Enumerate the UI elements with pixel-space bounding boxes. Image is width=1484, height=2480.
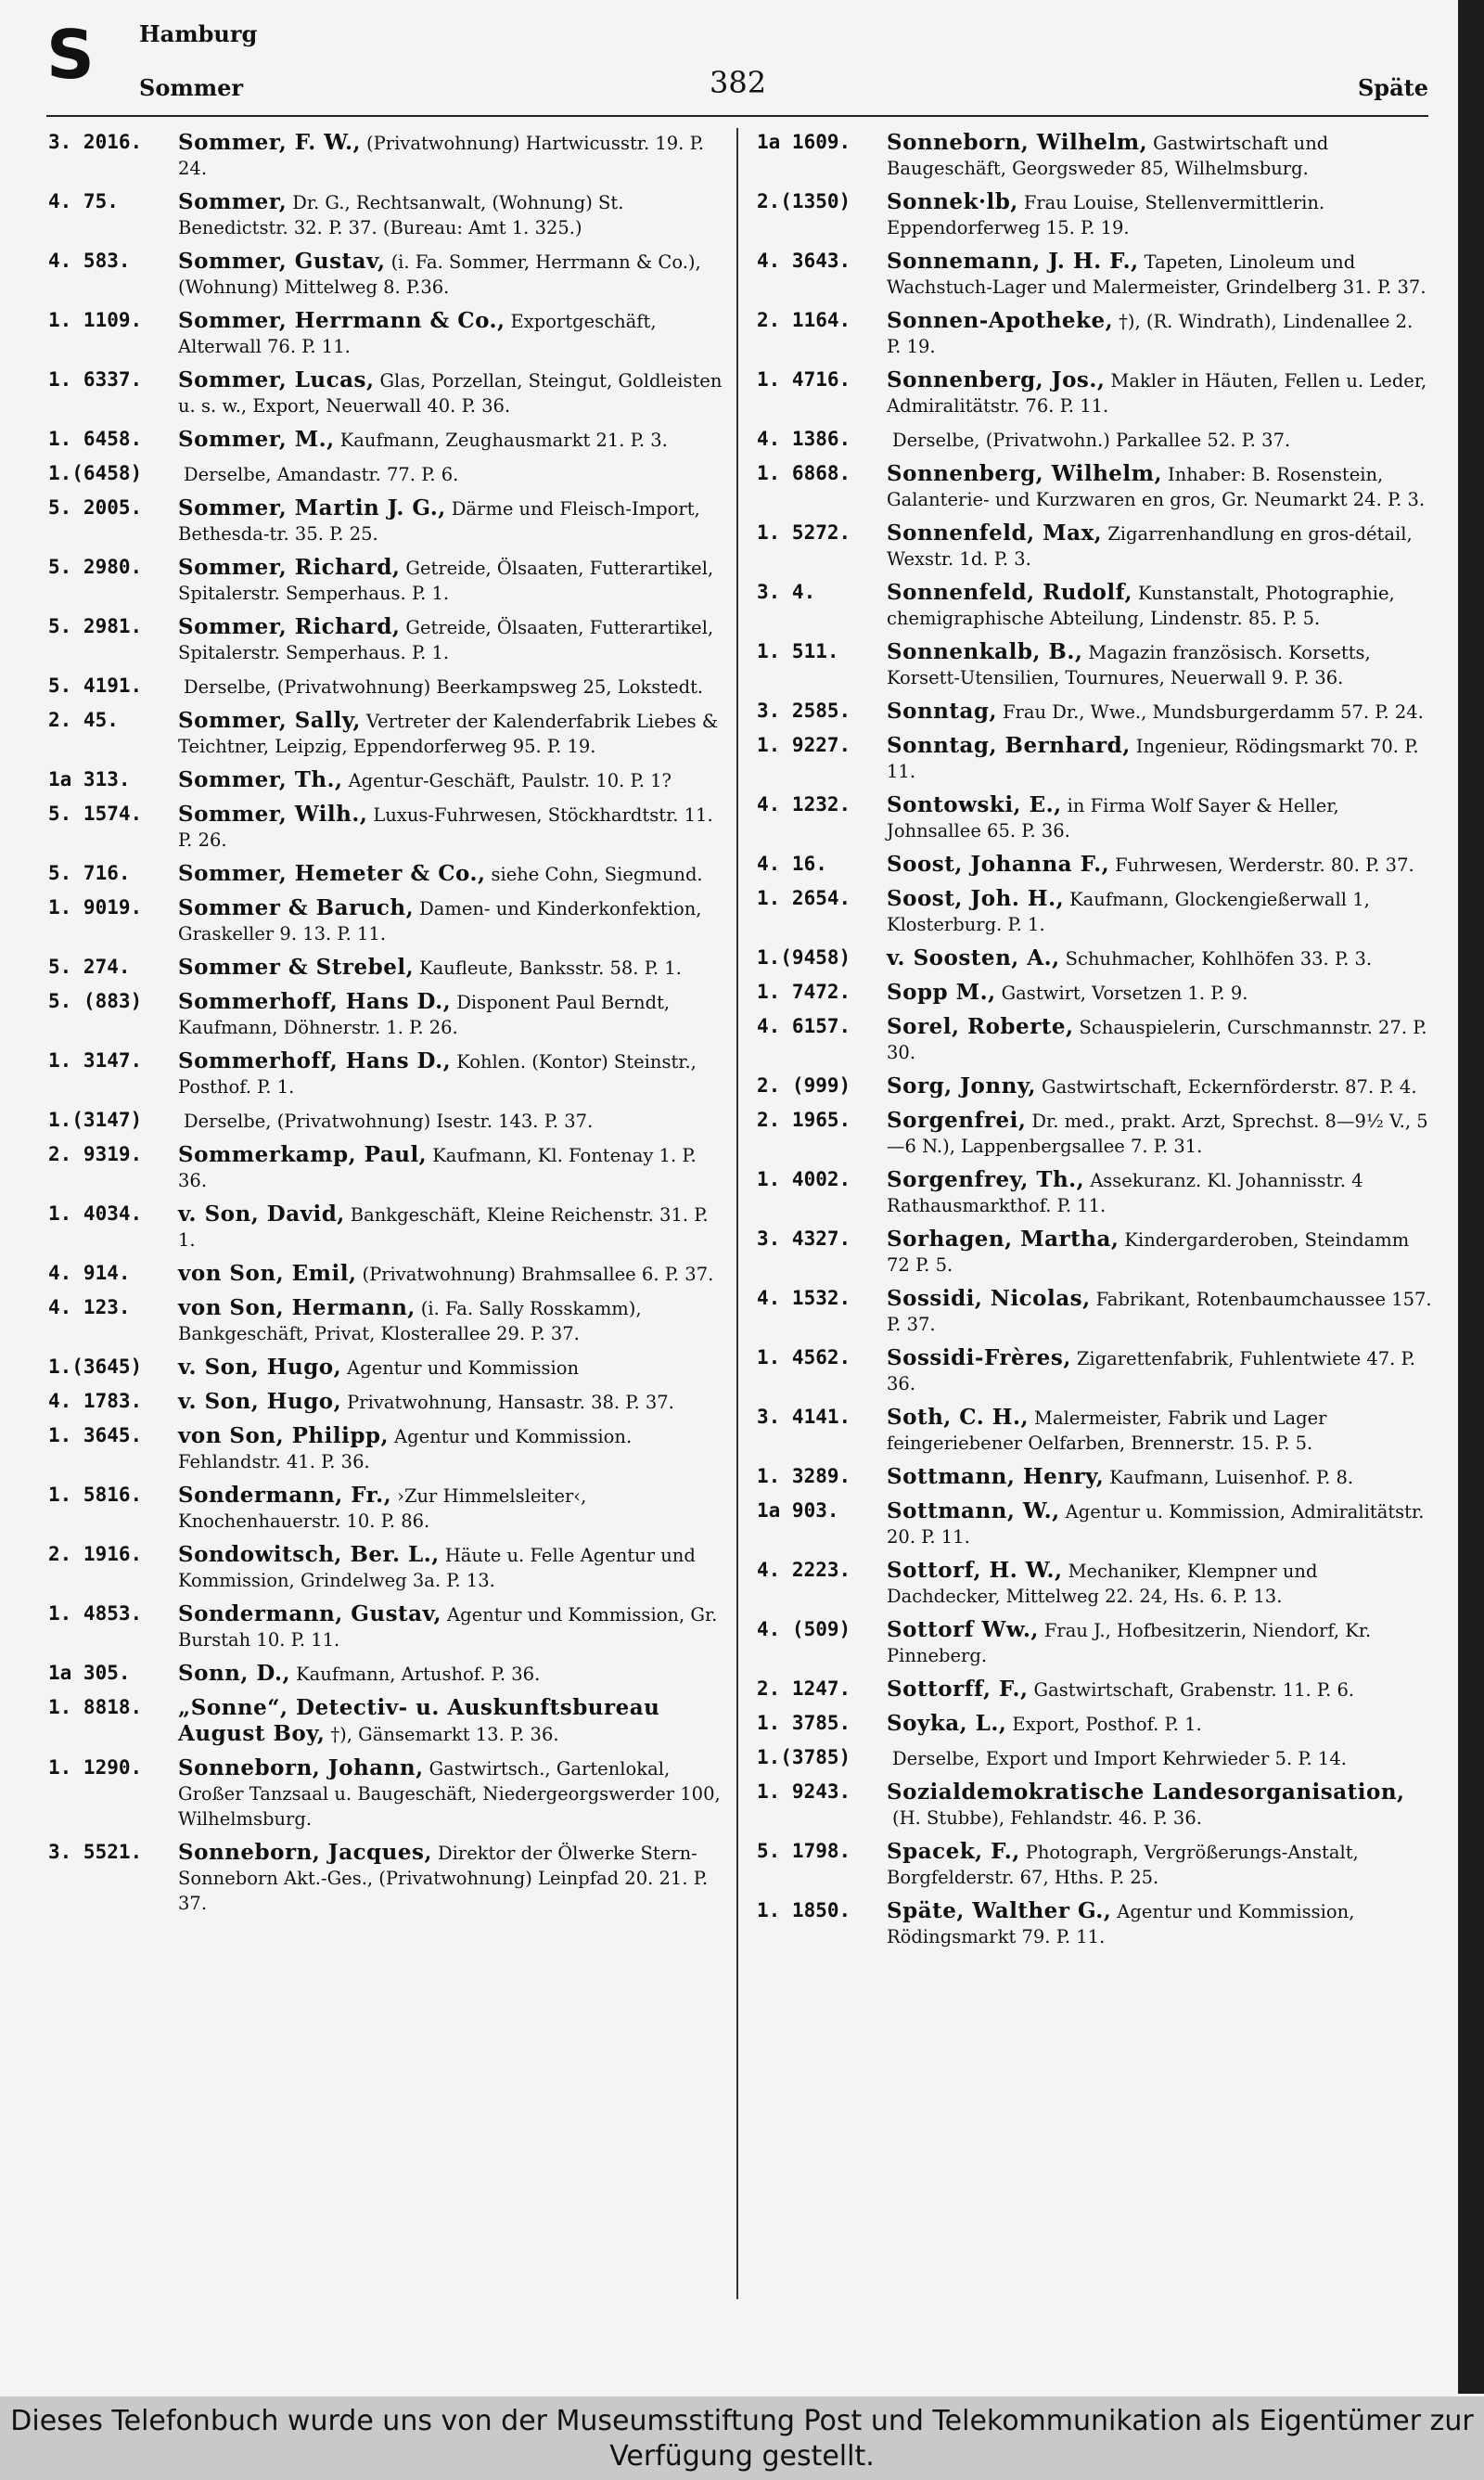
right-column [757,130,1432,1958]
entry-name: Sozialdemokratische Landesorganisation, [887,1780,1405,1805]
directory-entry [48,861,723,887]
directory-entry [48,1661,723,1687]
phone-number: 1.(3785) [757,1746,851,1768]
directory-entry [48,614,723,665]
phone-number: 2.(1350) [757,190,851,212]
entry-details: Gastwirtschaft, Grabenstr. 11. P. 6. [1033,1679,1355,1701]
entry-details: Kaufmann, Zeughausmarkt 21. P. 3. [339,430,668,451]
entry-details: Inhaber: B. Rosenstein, Galanterie- und Kurzwaren en gros, Gr. Neumarkt 24. P. 3. [887,464,1426,510]
phone-number: 1. 4853. [48,1602,143,1625]
entry-name: „Sonne“, Detectiv- u. Auskunftsbureau August Boy, [178,1695,660,1746]
page-header [46,13,1428,115]
phone-number: 1.(3645) [48,1356,143,1378]
entry-details: Direktor der Ölwerke Stern-Sonneborn Akt.-Ges., (Privatwohnung) Leinpfad 20. 21. P. 37. [178,1843,709,1914]
scan-page-edge [1458,0,1484,2394]
entry-name: Sommer, Wilh., [178,802,368,827]
phone-number: 2. 1247. [757,1677,851,1700]
phone-number: 2. (999) [757,1074,851,1097]
phone-number: 4. 1232. [757,793,851,816]
header-city: Hamburg [139,20,258,47]
phone-number: 4. 914. [48,1262,131,1284]
entry-name: Sonnek·lb, [887,189,1018,214]
entry-name: Sondermann, Gustav, [178,1601,442,1626]
directory-entry [757,461,1432,512]
phone-number: 1. 4716. [757,368,851,391]
entry-details: Ingenieur, Rödingsmarkt 70. P. 11. [887,736,1419,782]
directory-entry [757,1286,1432,1337]
entry-details: Frau J., Hofbesitzerin, Niendorf, Kr. Pinneberg. [887,1620,1372,1666]
directory-entry [757,1498,1432,1549]
entry-name: v. Son, Hugo, [178,1355,342,1380]
entry-name: Sommer, M., [178,427,335,452]
phone-number: 1. 3645. [48,1424,143,1446]
phone-number: 5. 2980. [48,556,143,578]
entry-name: Sopp M., [887,980,996,1005]
phone-number: 4. 3643. [757,250,851,272]
entry-name: Sommer, Richard, [178,614,401,639]
entry-name: Sottorf Ww., [887,1617,1039,1642]
entry-details: Kaufmann, Glockengießerwall 1, Klosterburg. P. 1. [887,889,1370,935]
entry-name: Sossidi-Frères, [887,1345,1071,1370]
phone-number: 4. 6157. [757,1015,851,1037]
entry-name: Sorel, Roberte, [887,1014,1074,1039]
directory-entry [757,1405,1432,1456]
entry-details: Glas, Porzellan, Steingut, Goldleisten u. s. w., Export, Neuerwall 40. P. 36. [178,370,723,417]
directory-entry [757,1839,1432,1890]
entry-details: Kaufmann, Kl. Fontenay 1. P. 36. [178,1145,697,1191]
entry-name: Sommerhoff, Hans D., [178,989,452,1014]
entry-details: Gastwirtschaft und Baugeschäft, Georgsweder 85, Wilhelmsburg. [887,133,1329,179]
directory-entry [48,802,723,853]
phone-number: 1a 313. [48,768,131,790]
entry-name: von Son, Hermann, [178,1295,416,1320]
entry-name: Sommer, Hemeter & Co., [178,861,486,886]
entry-details: Vertreter der Kalenderfabrik Liebes & Teichtner, Leipzig, Eppendorferweg 95. P. 19. [178,711,719,757]
phone-number: 1. 5816. [48,1484,143,1506]
entry-name: Sondermann, Fr., [178,1483,392,1508]
entry-name: Sontowski, E., [887,792,1062,817]
entry-details: Mechaniker, Klempner und Dachdecker, Mittelweg 22. 24, Hs. 6. P. 13. [887,1561,1318,1607]
entry-name: Sonnenfeld, Max, [887,520,1103,546]
entry-details: Kaufmann, Luisenhof. P. 8. [1109,1467,1354,1488]
directory-entry [48,1601,723,1652]
directory-entry [48,130,723,181]
directory-entry [48,495,723,546]
entry-details: Zigarettenfabrik, Fuhlentwiete 47. P. 36. [887,1348,1415,1394]
directory-entry [48,189,723,240]
phone-number: 1. 9019. [48,896,143,919]
phone-number: 1. 6337. [48,368,143,391]
entry-name: Sommer, Herrmann & Co., [178,308,505,333]
directory-entry [48,708,723,759]
phone-number: 1a 305. [48,1662,131,1684]
phone-number: 1. 4034. [48,1202,143,1225]
directory-entry [757,886,1432,937]
directory-entry [757,249,1432,300]
phone-number: 4. 16. [757,853,827,875]
directory-entry [757,639,1432,690]
directory-entry [757,1745,1432,1771]
directory-entry [757,1227,1432,1278]
entry-name: Sonnenfeld, Rudolf, [887,580,1133,605]
phone-number: 1. 9227. [757,734,851,756]
phone-number: 5. 716. [48,862,131,884]
directory-entry [757,1558,1432,1609]
directory-entry [48,955,723,981]
entry-name: Sommer, Richard, [178,555,401,580]
entry-name: von Son, Emil, [178,1261,357,1286]
phone-number: 5. (883) [48,990,143,1012]
directory-entry [48,1201,723,1253]
phone-number: 5. 274. [48,956,131,978]
directory-entry [757,1167,1432,1218]
directory-entry [48,674,723,700]
phone-number: 2. 1965. [757,1109,851,1131]
phone-number: 1. 9243. [757,1780,851,1803]
directory-entry [48,1840,723,1916]
directory-entry [48,989,723,1040]
directory-entry [757,699,1432,725]
entry-details: Exportgeschäft, Alterwall 76. P. 11. [178,311,657,357]
entry-details: Derselbe, (Privatwohnung) Isestr. 143. P. 37. [184,1111,594,1132]
entry-details: Damen- und Kinderkonfektion, Graskeller 9. 13. P. 11. [178,898,702,944]
directory-entry [757,189,1432,240]
phone-number: 1. 1850. [757,1899,851,1921]
entry-name: Sottorff, F., [887,1677,1029,1702]
entry-name: Sonneborn, Johann, [178,1755,424,1780]
directory-entry [757,130,1432,181]
entry-details: Photograph, Vergrößerungs-Anstalt, Borgfelderstr. 67, Hths. P. 25. [887,1842,1359,1888]
entry-name: Sommer & Baruch, [178,895,415,920]
phone-number: 3. 4327. [757,1227,851,1250]
entry-name: Sommerkamp, Paul, [178,1142,428,1167]
phone-number: 4. 1783. [48,1390,143,1412]
entry-details: Dr. med., prakt. Arzt, Sprechst. 8—9½ V., 5—6 N.), Lappenbergsallee 7. P. 31. [887,1111,1428,1157]
directory-entry [757,308,1432,359]
entry-details: in Firma Wolf Sayer & Heller, Johnsallee 65. P. 36. [887,795,1339,842]
phone-number: 1a 1609. [757,131,851,153]
entry-details: Fuhrwesen, Werderstr. 80. P. 37. [1115,855,1414,876]
entry-details: Privatwohnung, Hansastr. 38. P. 37. [347,1392,674,1413]
entry-details: †), Gänsemarkt 13. P. 36. [330,1724,559,1745]
phone-number: 1. 1290. [48,1756,143,1779]
directory-entry [757,1073,1432,1099]
entry-details: (i. Fa. Sommer, Herrmann & Co.), (Wohnung) Mittelweg 8. P.36. [178,251,701,298]
entry-details: Getreide, Ölsaaten, Futterartikel, Spitalerstr. Semperhaus. P. 1. [178,558,714,604]
entry-name: Sonnemann, J. H. F., [887,249,1139,274]
entry-name: Sommer, Lucas, [178,367,375,392]
entry-details: Agentur und Kommission [347,1357,580,1379]
directory-entry [48,1048,723,1099]
phone-number: 4. 1532. [757,1287,851,1309]
directory-entry [757,1617,1432,1668]
entry-name: Soost, Johanna F., [887,852,1110,877]
entry-name: v. Son, David, [178,1201,345,1227]
phone-number: 1. 3147. [48,1049,143,1072]
entry-details: Agentur und Kommission. Fehlandstr. 41. P. 36. [178,1426,633,1472]
entry-name: Sommer & Strebel, [178,955,415,980]
entry-name: Sommer, Sally, [178,708,361,733]
phone-number: 5. 1798. [757,1840,851,1862]
directory-entry [757,427,1432,453]
entry-name: Sondowitsch, Ber. L., [178,1542,440,1567]
directory-entry [48,1695,723,1747]
entry-details: (Privatwohnung) Hartwicusstr. 19. P. 24. [178,133,704,179]
entry-details: Makler in Häuten, Fellen u. Leder, Admiralitätstr. 76. P. 11. [887,370,1427,417]
phone-number: 5. 4191. [48,675,143,697]
directory-entry [757,1677,1432,1703]
directory-entry [757,1898,1432,1949]
directory-entry [48,1755,723,1831]
directory-entry [48,461,723,487]
entry-name: von Son, Philipp, [178,1423,390,1448]
entry-name: Sonneborn, Wilhelm, [887,130,1148,155]
entry-name: Sorhagen, Martha, [887,1227,1119,1252]
entry-name: Sonnen-Apotheke, [887,308,1114,333]
directory-entry [757,1711,1432,1737]
phone-number: 3. 4141. [757,1406,851,1428]
entry-name: Soost, Joh. H., [887,886,1065,911]
phone-number: 1. 6868. [757,462,851,484]
directory-entry [48,249,723,300]
entry-details: Därme und Fleisch-Import, Bethesda-tr. 35. P. 25. [178,498,700,545]
directory-entry [48,1142,723,1193]
phone-number: 4. 583. [48,250,131,272]
phone-number: 1.(6458) [48,462,143,484]
phone-number: 1. 1109. [48,309,143,331]
phone-number: 1a 903. [757,1499,839,1522]
phone-number: 1. 3785. [757,1712,851,1734]
phone-number: 4. (509) [757,1618,851,1640]
directory-entry [757,1014,1432,1065]
phone-number: 4. 1386. [757,428,851,450]
entry-details: Gastwirtschaft, Eckernförderstr. 87. P. 4. [1042,1076,1417,1098]
phone-number: 2. 1164. [757,309,851,331]
directory-entry [48,427,723,453]
entry-details: Zigarrenhandlung en gros-détail, Wexstr. 1d. P. 3. [887,523,1413,570]
phone-number: 3. 4. [757,581,816,603]
phone-number: 3. 2016. [48,131,143,153]
entry-details: Agentur und Kommission, Rödingsmarkt 79. P. 11. [887,1901,1355,1947]
entry-details: Derselbe, (Privatwohn.) Parkallee 52. P. 37. [892,430,1291,451]
entry-name: Soth, C. H., [887,1405,1029,1430]
entry-details: Kohlen. (Kontor) Steinstr., Posthof. P. 1. [178,1051,697,1098]
entry-details: ›Zur Himmelsleiter‹, Knochenhauerstr. 10. P. 86. [178,1485,587,1532]
entry-name: Sommer, Gustav, [178,249,386,274]
directory-entry [757,520,1432,572]
entry-name: Sommer, Th., [178,767,343,792]
directory-entry [48,308,723,359]
entry-name: Sommer, Martin J. G., [178,495,446,520]
section-letter: S [46,16,95,94]
entry-details: Derselbe, Export und Import Kehrwieder 5. P. 14. [892,1748,1347,1769]
entry-name: Sorgenfrei, [887,1108,1027,1133]
entry-details: (i. Fa. Sally Rosskamm), Bankgeschäft, Privat, Klosterallee 29. P. 37. [178,1298,642,1344]
phone-number: 1. 511. [757,640,839,662]
entry-details: Getreide, Ölsaaten, Futterartikel, Spitalerstr. Semperhaus. P. 1. [178,617,714,663]
entry-name: Sonnenberg, Wilhelm, [887,461,1163,486]
phone-number: 5. 2981. [48,615,143,637]
column-divider [736,128,738,2299]
phone-number: 5. 2005. [48,496,143,519]
phone-number: 5. 1574. [48,803,143,825]
entry-details: Schuhmacher, Kohlhöfen 33. P. 3. [1065,948,1373,970]
directory-entry [48,1542,723,1593]
directory-entry [757,1780,1432,1831]
phone-number: 1. 4562. [757,1346,851,1368]
entry-name: Sottorf, H. W., [887,1558,1063,1583]
entry-name: Sommer, F. W., [178,130,362,155]
directory-entry [757,792,1432,843]
directory-entry [48,1108,723,1134]
entry-details: Kaufmann, Artushof. P. 36. [296,1664,541,1685]
entry-details: Magazin französisch. Korsetts, Korsett-Utensilien, Tournures, Neuerwall 9. P. 36. [887,642,1371,688]
entry-name: Sorg, Jonny, [887,1073,1037,1099]
entry-details: Dr. G., Rechtsanwalt, (Wohnung) St. Benedictstr. 32. P. 37. (Bureau: Amt 1. 325.) [178,192,624,238]
directory-entry [757,580,1432,631]
entry-details: Häute u. Felle Agentur und Kommission, Grindelweg 3a. P. 13. [178,1545,696,1591]
directory-entry [757,1108,1432,1159]
directory-entry [48,1261,723,1287]
entry-name: Späte, Walther G., [887,1898,1112,1923]
entry-details: Derselbe, Amandastr. 77. P. 6. [184,464,459,485]
phone-number: 4. 2223. [757,1559,851,1581]
phone-number: 1. 5272. [757,521,851,544]
header-first-entry: Sommer [139,74,244,101]
footer-text: Dieses Telefonbuch wurde uns von der Museumsstiftung Post und Telekommunikation als Eigentümer zur Verfügung gestellt. [10,2405,1474,2473]
entry-name: Sottmann, Henry, [887,1464,1105,1489]
directory-entry [757,733,1432,784]
entry-details: Kindergarderoben, Steindamm 72 P. 5. [887,1229,1410,1276]
directory-entry [757,1345,1432,1396]
phone-number: 1. 2654. [757,887,851,909]
entry-details: Gastwirt, Vorsetzen 1. P. 9. [1001,983,1248,1004]
entry-details: Agentur-Geschäft, Paulstr. 10. P. 1? [348,770,672,791]
phone-number: 2. 1916. [48,1543,143,1565]
entry-name: Sonn, D., [178,1661,291,1686]
directory-entry [757,980,1432,1006]
entry-details: (H. Stubbe), Fehlandstr. 46. P. 36. [892,1807,1202,1829]
entry-details: Export, Posthof. P. 1. [1012,1714,1202,1735]
entry-name: Sommer, [178,189,288,214]
phone-number: 1.(9458) [757,946,851,969]
directory-entry [48,1355,723,1381]
phone-number: 2. 9319. [48,1143,143,1165]
phone-number: 1.(3147) [48,1109,143,1131]
entry-details: Gastwirtsch., Gartenlokal, Großer Tanzsaal u. Baugeschäft, Niedergeorgswerder 100, Wilhelmsburg. [178,1758,721,1830]
entry-name: Sonnenkalb, B., [887,639,1083,664]
phone-number: 4. 75. [48,190,119,212]
entry-name: Spacek, F., [887,1839,1020,1864]
directory-entry [48,895,723,946]
footer-banner [0,2396,1484,2480]
directory-entry [48,1483,723,1534]
entry-details: Frau Louise, Stellenvermittlerin. Eppendorferweg 15. P. 19. [887,192,1325,238]
entry-details: Frau Dr., Wwe., Mundsburgerdamm 57. P. 24. [1003,701,1424,723]
entry-details: Malermeister, Fabrik und Lager feingeriebener Oelfarben, Brennerstr. 15. P. 5. [887,1407,1327,1454]
entry-details: Agentur und Kommission, Gr. Burstah 10. P. 11. [178,1604,718,1651]
entry-details: Kaufleute, Banksstr. 58. P. 1. [419,957,682,979]
directory-entry [48,1423,723,1474]
entry-name: v. Son, Hugo, [178,1389,342,1414]
entry-details: Disponent Paul Berndt, Kaufmann, Döhnerstr. 1. P. 26. [178,992,671,1038]
entry-details: Kunstanstalt, Photographie, chemigraphische Abteilung, Lindenstr. 85. P. 5. [887,583,1395,629]
directory-entry [48,767,723,793]
phone-number: 1. 8818. [48,1696,143,1718]
phone-number: 4. 123. [48,1296,131,1318]
entry-name: Sonntag, Bernhard, [887,733,1131,758]
directory-entry [757,852,1432,878]
entry-details: Agentur u. Kommission, Admiralitätstr. 20. P. 11. [887,1501,1425,1548]
phone-number: 1. 3289. [757,1465,851,1487]
entry-details: Bankgeschäft, Kleine Reichenstr. 31. P. 1. [178,1204,709,1251]
phone-number: 1. 4002. [757,1168,851,1190]
phone-number: 3. 5521. [48,1841,143,1863]
entry-details: (Privatwohnung) Brahmsallee 6. P. 37. [362,1264,714,1285]
phone-number: 1. 7472. [757,981,851,1003]
left-column [48,130,723,1924]
entry-details: Assekuranz. Kl. Johannisstr. 4 Rathausmarkthof. P. 11. [887,1170,1363,1216]
entry-details: Derselbe, (Privatwohnung) Beerkampsweg 25, Lokstedt. [184,676,704,698]
entry-name: Sossidi, Nicolas, [887,1286,1091,1311]
entry-details: Tapeten, Linoleum und Wachstuch-Lager und Malermeister, Grindelberg 31. P. 37. [887,251,1426,298]
entry-details: Schauspielerin, Curschmannstr. 27. P. 30. [887,1017,1427,1063]
phone-number: 1. 6458. [48,428,143,450]
entry-details: Luxus-Fuhrwesen, Stöckhardtstr. 11. P. 26. [178,804,713,851]
entry-name: Sonnenberg, Jos., [887,367,1106,392]
directory-entry [757,1464,1432,1490]
directory-entry [48,555,723,606]
directory-entry [48,1295,723,1346]
entry-name: Sommerhoff, Hans D., [178,1048,452,1073]
entry-name: Sonntag, [887,699,998,724]
entry-details: siehe Cohn, Siegmund. [491,864,703,885]
entry-name: Sorgenfrey, Th., [887,1167,1085,1192]
entry-name: Sonneborn, Jacques, [178,1840,432,1865]
directory-entry [48,367,723,418]
entry-name: Sottmann, W., [887,1498,1060,1523]
phone-number: 2. 45. [48,709,119,731]
phone-number: 3. 2585. [757,700,851,722]
directory-entry [48,1389,723,1415]
header-last-entry: Späte [1357,74,1428,101]
directory-entry [757,945,1432,971]
entry-details: Fabrikant, Rotenbaumchaussee 157. P. 37. [887,1289,1432,1335]
entry-name: Soyka, L., [887,1711,1007,1736]
entry-details: †), (R. Windrath), Lindenallee 2. P. 19. [887,311,1414,357]
page-number: 382 [710,65,767,100]
entry-name: v. Soosten, A., [887,945,1060,970]
directory-entry [757,367,1432,418]
header-rule [46,115,1428,117]
